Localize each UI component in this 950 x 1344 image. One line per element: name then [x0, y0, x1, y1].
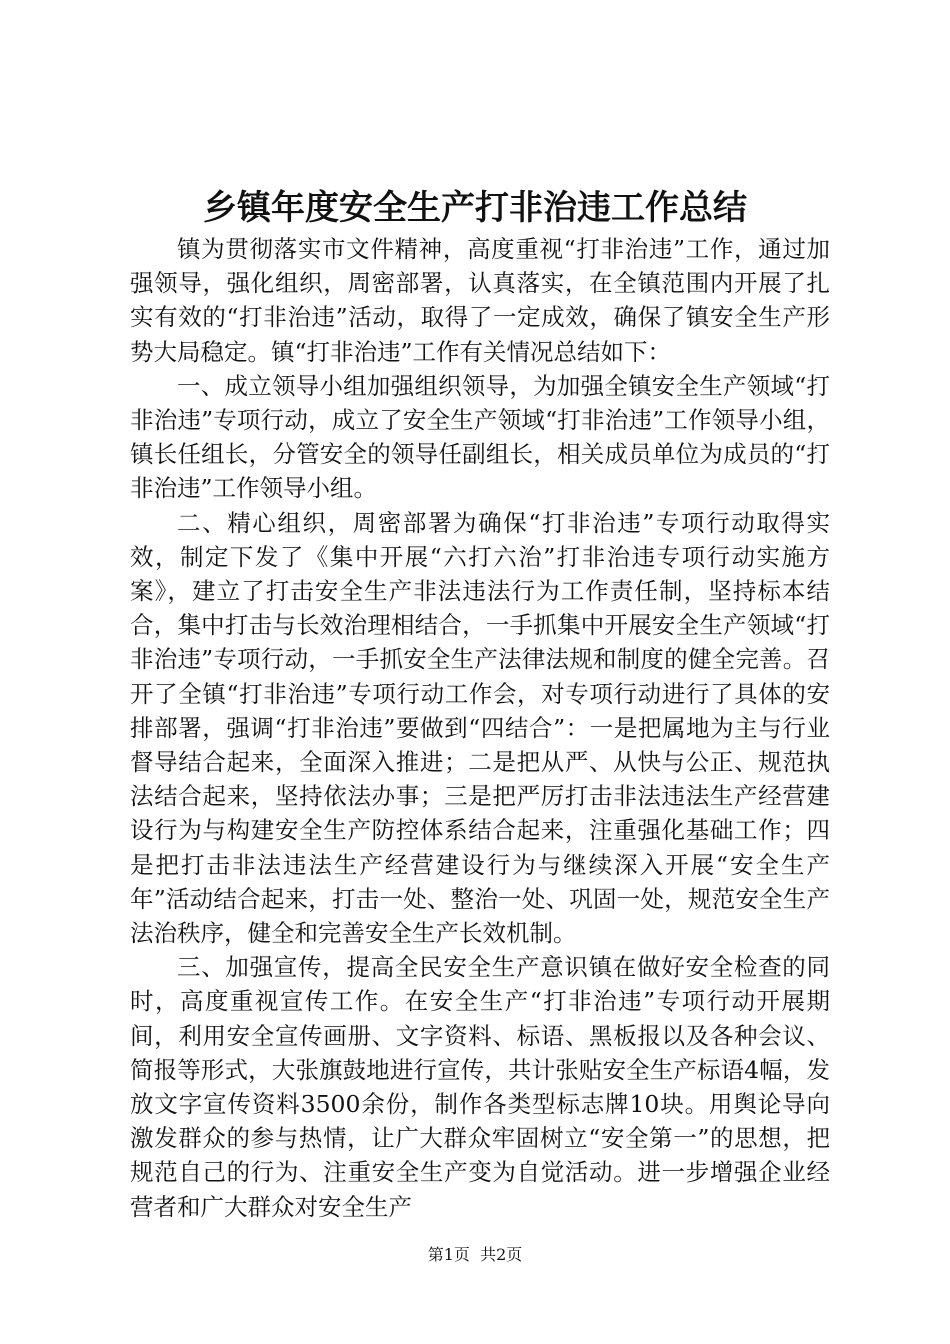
paragraph-intro: 镇为贯彻落实市文件精神，高度重视“打非治违”工作，通过加强领导，强化组织，周密部署，认真落实，在全镇范围内开展了扎实有效的“打非治违”活动，取得了一定成效，确保了镇安全生产形势大局稳定。镇“打非治违”工作有关情况总结如下：: [130, 235, 830, 366]
page-number-footer: 第1页 共2页: [427, 1245, 523, 1264]
document-title: 乡镇年度安全生产打非治违工作总结: [203, 188, 747, 228]
document-body: [130, 232, 830, 1224]
paragraph-section-1: 一、成立领导小组加强组织领导，为加强全镇安全生产领域“打非治违”专项行动，成立了安全生产领域“打非治违”工作领导小组，镇长任组长，分管安全的领导任副组长，相关成员单位为成员的“打非治违”工作领导小组。: [130, 371, 830, 503]
paragraph-section-3: 三、加强宣传，提高全民安全生产意识镇在做好安全检查的同时，高度重视宣传工作。在安全生产“打非治违”专项行动开展期间，利用安全宣传画册、文字资料、标语、黑板报以及各种会议、简报等形式，大张旗鼓地进行宣传，共计张贴安全生产标语4幅，发放文字宣传资料3500余份，制作各类型标志牌10块。用舆论导向激发群众的参与热情，让广大群众牢固树立“安全第一”的思想，把规范自己的行为、注重安全生产变为自觉活动。进一步增强企业经营者和广大群众对安全生产: [130, 953, 830, 1221]
paragraph-section-2: 二、精心组织，周密部署为确保“打非治违”专项行动取得实效，制定下发了《集中开展“六打六治”打非治违专项行动实施方案》，建立了打击安全生产非法违法行为工作责任制，坚持标本结合，集中打击与长效治理相结合，一手抓集中开展安全生产领域“打非治违”专项行动，一手抓安全生产法律法规和制度的健全完善。召开了全镇“打非治违”专项行动工作会，对专项行动进行了具体的安排部署，强调“打非治违”要做到“四结合”：一是把属地为主与行业督导结合起来，全面深入推进；二是把从严、从快与公正、规范执法结合起来，坚持依法办事；三是把严厉打击非法违法生产经营建设行为与构建安全生产防控体系结合起来，注重强化基础工作；四是把打击非法违法生产经营建设行为与继续深入开展“安全生产年”活动结合起来，打击一处、整治一处、巩固一处，规范安全生产法治秩序，健全和完善安全生产长效机制。: [130, 508, 830, 948]
